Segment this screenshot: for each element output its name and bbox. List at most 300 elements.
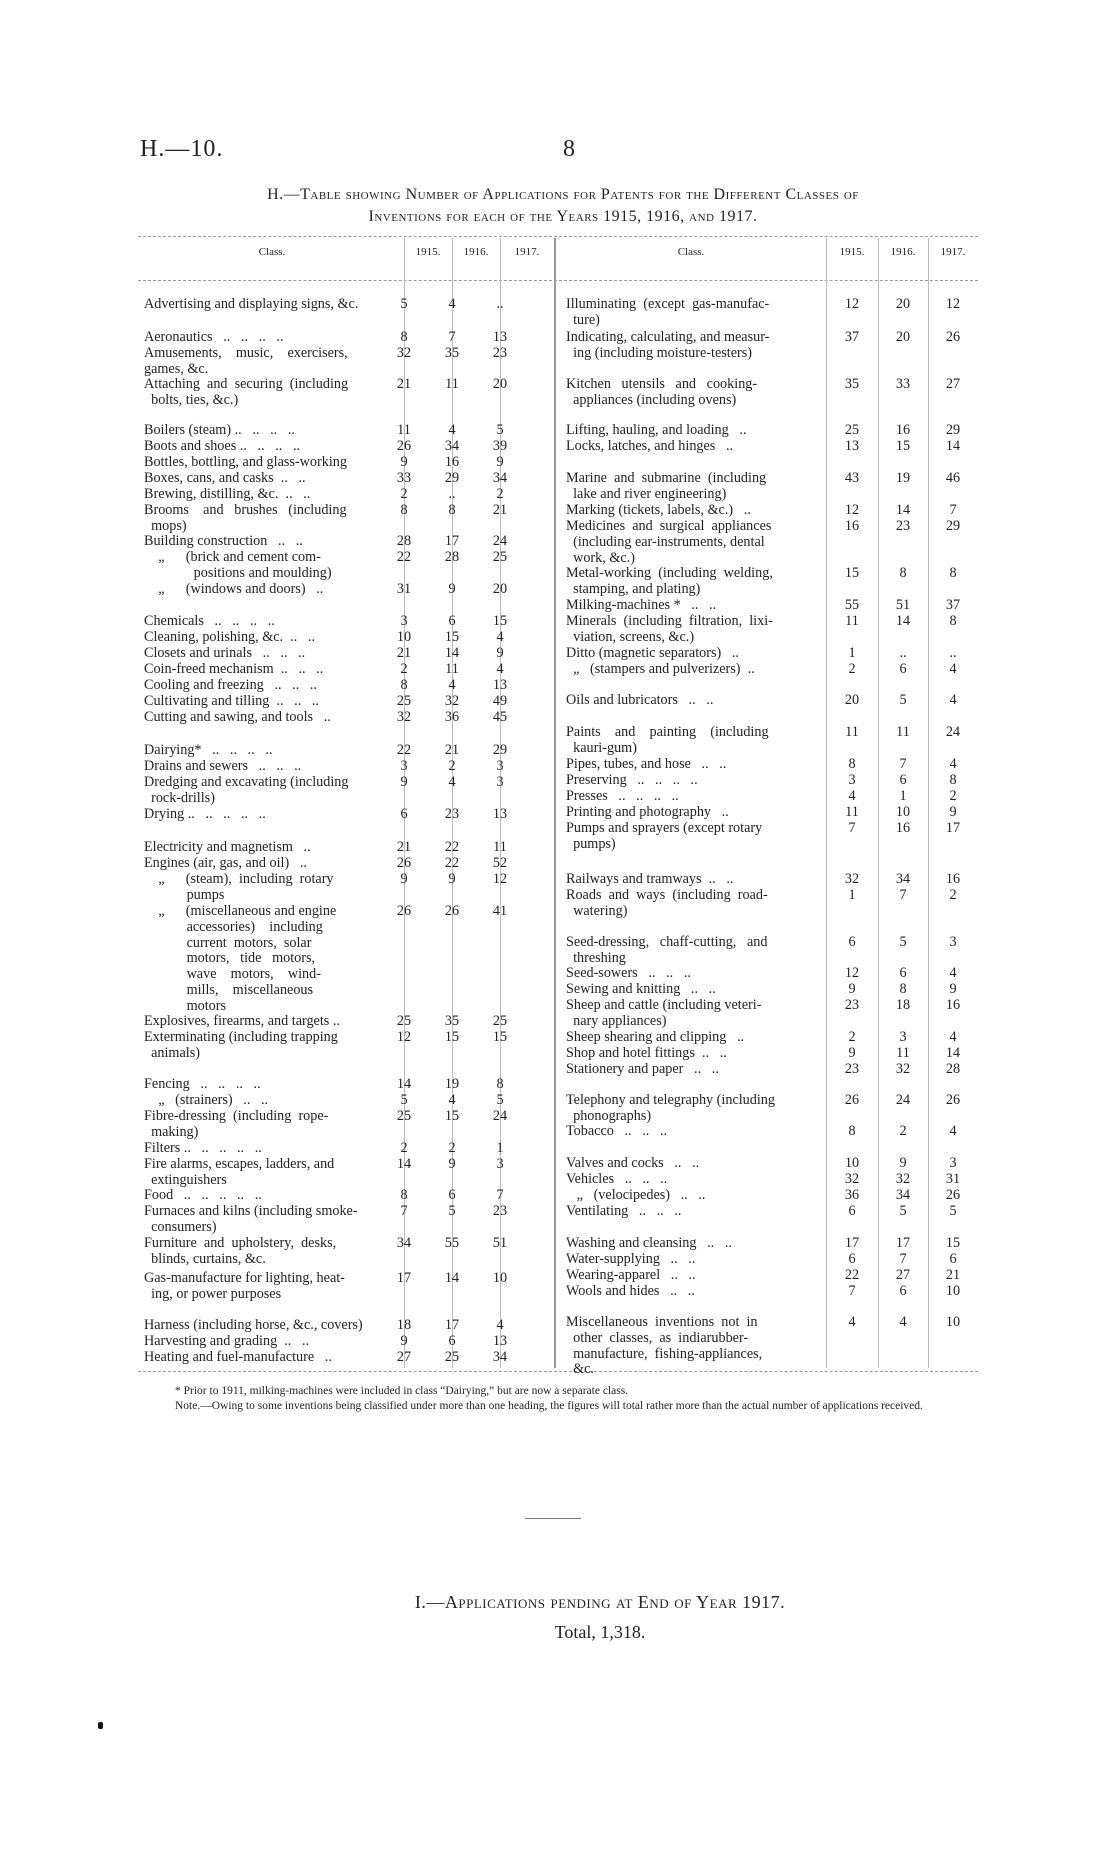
right-class-name: Locks, latches, and hinges .. — [566, 438, 734, 454]
left-value-1917: 2 — [496, 486, 504, 502]
left-value-1917: 13 — [492, 806, 508, 822]
right-class-name: Oils and lubricators .. .. — [566, 692, 714, 708]
right-class-name: Marking (tickets, labels, &c.) .. — [566, 502, 751, 518]
left-value-1916: 9 — [448, 1156, 456, 1172]
right-value-1917: 31 — [945, 1171, 961, 1187]
right-value-1916: 7 — [899, 887, 907, 903]
right-value-1915: 20 — [844, 692, 860, 708]
right-value-1915: 23 — [844, 997, 860, 1013]
left-value-1916: 36 — [444, 709, 460, 725]
footnote-note: Note.—Owing to some inventions being classified under more than one heading, the figures will total rather more than the actual number of applications received. — [175, 1400, 923, 1412]
left-value-1916: 9 — [448, 581, 456, 597]
right-class-name: Metal-working (including welding, — [566, 565, 773, 581]
left-value-1917: 39 — [492, 438, 508, 454]
left-value-1916: 25 — [444, 1349, 460, 1365]
right-value-1916: 19 — [895, 470, 911, 486]
col-header-1915-right: 1915. — [839, 246, 865, 258]
left-value-1917: 21 — [492, 502, 508, 518]
left-value-1915: 10 — [396, 629, 412, 645]
left-value-1917: 20 — [492, 581, 508, 597]
left-value-1916: 6 — [448, 613, 456, 629]
left-class-name: Cleaning, polishing, &c. .. .. — [144, 629, 316, 645]
left-value-1916: 34 — [444, 438, 460, 454]
right-value-1917: 4 — [949, 756, 957, 772]
left-class-name: Amusements, music, exercisers, — [144, 345, 348, 361]
right-value-1916: 17 — [895, 1235, 911, 1251]
left-class-name: accessories) including — [144, 918, 323, 935]
left-class-name: Coin-freed mechanism .. .. .. — [144, 661, 324, 677]
right-class-name: Medicines and surgical appliances — [566, 518, 772, 534]
left-value-1916: 4 — [448, 774, 456, 790]
right-value-1916: 4 — [899, 1314, 907, 1330]
right-value-1916: 9 — [899, 1155, 907, 1171]
left-value-1917: 15 — [492, 613, 508, 629]
left-value-1917: 23 — [492, 1203, 508, 1219]
left-value-1915: 12 — [396, 1029, 412, 1045]
left-class-name: rock-drills) — [144, 789, 215, 806]
left-value-1917: 12 — [492, 871, 508, 887]
right-value-1917: 8 — [949, 565, 957, 581]
right-value-1915: 9 — [848, 1045, 856, 1061]
right-value-1917: 26 — [945, 1092, 961, 1108]
left-class-name: Advertising and displaying signs, &c. — [144, 296, 359, 312]
right-class-name: Valves and cocks .. .. — [566, 1155, 700, 1171]
right-value-1915: 8 — [848, 756, 856, 772]
right-value-1915: 26 — [844, 1092, 860, 1108]
left-value-1917: 29 — [492, 742, 508, 758]
left-value-1915: 9 — [400, 774, 408, 790]
right-class-name: Printing and photography .. — [566, 804, 729, 820]
right-class-name: Roads and ways (including road- — [566, 887, 768, 903]
right-value-1916: 20 — [895, 296, 911, 312]
left-value-1917: 5 — [496, 1092, 504, 1108]
left-value-1915: 8 — [400, 329, 408, 345]
right-class-name: Miscellaneous inventions not in — [566, 1314, 758, 1330]
right-value-1916: 5 — [899, 934, 907, 950]
right-value-1917: 2 — [949, 788, 957, 804]
left-class-name: Dredging and excavating (including — [144, 774, 349, 790]
left-value-1915: 9 — [400, 454, 408, 470]
right-value-1917: 10 — [945, 1283, 961, 1299]
left-class-name: blinds, curtains, &c. — [144, 1250, 266, 1267]
right-value-1917: 26 — [945, 329, 961, 345]
right-class-name: work, &c.) — [566, 549, 635, 566]
right-class-name: Stationery and paper .. .. — [566, 1061, 719, 1077]
right-class-name: Sheep shearing and clipping .. — [566, 1029, 745, 1045]
left-value-1915: 25 — [396, 1108, 412, 1124]
left-class-name: animals) — [144, 1044, 200, 1061]
left-value-1916: 17 — [444, 1317, 460, 1333]
right-class-name: Ditto (magnetic separators) .. — [566, 645, 739, 661]
left-value-1916: 8 — [448, 502, 456, 518]
left-value-1916: 29 — [444, 470, 460, 486]
right-value-1915: 37 — [844, 329, 860, 345]
table-title-line-1: H.—Table showing Number of Applications for Patents for the Different Classes of — [267, 186, 859, 203]
left-class-name: Food .. .. .. .. .. — [144, 1187, 262, 1203]
left-value-1916: 9 — [448, 871, 456, 887]
right-value-1916: 8 — [899, 565, 907, 581]
left-class-name: motors, tide motors, — [144, 950, 316, 967]
right-value-1916: 2 — [899, 1123, 907, 1139]
right-value-1917: 3 — [949, 934, 957, 950]
left-value-1915: 27 — [396, 1349, 412, 1365]
right-value-1917: 10 — [945, 1314, 961, 1330]
right-value-1917: 26 — [945, 1187, 961, 1203]
left-value-1916: 11 — [445, 376, 459, 392]
left-class-name: Building construction .. .. — [144, 533, 303, 549]
left-value-1916: 26 — [444, 903, 460, 919]
left-class-name: „ (windows and doors) .. — [144, 581, 324, 597]
right-value-1916: .. — [899, 645, 907, 661]
right-value-1915: 43 — [844, 470, 860, 486]
left-value-1916: 4 — [448, 677, 456, 693]
right-class-name: ing (including moisture-testers) — [566, 344, 752, 361]
left-class-name: mills, miscellaneous — [144, 982, 314, 998]
left-class-name: Boilers (steam) .. .. .. .. — [144, 422, 295, 438]
left-class-name: Fire alarms, escapes, ladders, and — [144, 1156, 335, 1172]
right-value-1917: 24 — [945, 724, 961, 740]
left-value-1917: 25 — [492, 1013, 508, 1029]
left-value-1917: 9 — [496, 645, 504, 661]
right-value-1915: 9 — [848, 981, 856, 997]
left-class-name: Electricity and magnetism .. — [144, 839, 311, 855]
right-value-1916: 15 — [895, 438, 911, 454]
right-class-name: threshing — [566, 949, 626, 966]
right-class-name: „ (velocipedes) .. .. — [566, 1187, 706, 1203]
right-value-1915: 36 — [844, 1187, 860, 1203]
right-value-1915: 4 — [848, 788, 856, 804]
left-class-name: Exterminating (including trapping — [144, 1029, 338, 1045]
col-divider — [878, 238, 879, 1368]
left-value-1917: 1 — [496, 1140, 504, 1156]
left-class-name: wave motors, wind- — [144, 966, 321, 983]
right-value-1917: 12 — [945, 296, 961, 312]
right-value-1916: 8 — [899, 981, 907, 997]
left-value-1915: 9 — [400, 1333, 408, 1349]
right-value-1917: 46 — [945, 470, 961, 486]
right-class-name: Wearing-apparel .. .. — [566, 1267, 696, 1283]
left-value-1916: 4 — [448, 422, 456, 438]
right-value-1915: 7 — [848, 1283, 856, 1299]
right-value-1917: 3 — [949, 1155, 957, 1171]
left-value-1916: 5 — [448, 1203, 456, 1219]
right-class-name: Ventilating .. .. .. — [566, 1203, 682, 1219]
right-class-name: manufacture, fishing-appliances, — [566, 1345, 763, 1362]
right-value-1915: 3 — [848, 772, 856, 788]
right-value-1915: 4 — [848, 1314, 856, 1330]
col-header-class-left: Class. — [258, 246, 286, 258]
left-value-1915: 17 — [396, 1270, 412, 1286]
right-class-name: Railways and tramways .. .. — [566, 871, 734, 887]
right-value-1915: 32 — [844, 1171, 860, 1187]
right-value-1916: 11 — [896, 1045, 910, 1061]
pending-total: Total, 1,318. — [554, 1622, 646, 1642]
left-class-name: Cooling and freezing .. .. .. — [144, 677, 317, 693]
left-value-1915: 14 — [396, 1156, 412, 1172]
left-value-1915: 34 — [396, 1235, 412, 1251]
right-value-1916: 27 — [895, 1267, 911, 1283]
left-class-name: Dairying* .. .. .. .. — [144, 742, 273, 758]
left-class-name: extinguishers — [144, 1171, 227, 1188]
right-value-1917: 16 — [945, 871, 961, 887]
right-value-1917: 8 — [949, 772, 957, 788]
col-header-1915-left: 1915. — [415, 246, 441, 258]
right-class-name: stamping, and plating) — [566, 580, 701, 597]
left-value-1917: 34 — [492, 470, 508, 486]
left-value-1916: 22 — [444, 855, 460, 871]
right-value-1915: 2 — [848, 1029, 856, 1045]
left-value-1916: 28 — [444, 549, 460, 565]
right-value-1917: 16 — [945, 997, 961, 1013]
right-value-1916: 16 — [895, 820, 911, 836]
left-class-name: pumps — [144, 886, 225, 903]
left-class-name: Bottles, bottling, and glass-working — [144, 454, 347, 470]
col-header-1916-left: 1916. — [463, 246, 489, 258]
left-value-1916: 32 — [444, 693, 460, 709]
right-value-1917: 4 — [949, 1029, 957, 1045]
right-value-1917: 17 — [945, 820, 961, 836]
left-value-1916: 15 — [444, 629, 460, 645]
right-class-name: Pumps and sprayers (except rotary — [566, 820, 763, 836]
left-class-name: Harvesting and grading .. .. — [144, 1333, 310, 1349]
right-class-name: Water-supplying .. .. — [566, 1251, 696, 1267]
left-class-name: positions and moulding) — [144, 564, 332, 581]
left-value-1917: 8 — [496, 1076, 504, 1092]
left-value-1917: 3 — [496, 774, 504, 790]
right-value-1915: 6 — [848, 934, 856, 950]
right-value-1915: 1 — [848, 645, 856, 661]
left-value-1917: 52 — [492, 855, 508, 871]
left-class-name: Aeronautics .. .. .. .. — [144, 329, 284, 345]
right-value-1916: 6 — [899, 965, 907, 981]
right-value-1917: 4 — [949, 692, 957, 708]
left-value-1917: 25 — [492, 549, 508, 565]
right-value-1916: 34 — [895, 1187, 911, 1203]
right-value-1915: 1 — [848, 887, 856, 903]
right-value-1917: .. — [949, 645, 957, 661]
right-value-1916: 23 — [895, 518, 911, 534]
right-value-1917: 8 — [949, 613, 957, 629]
col-header-1917-left: 1917. — [514, 246, 540, 258]
right-value-1916: 14 — [895, 613, 911, 629]
right-value-1915: 2 — [848, 661, 856, 677]
right-value-1916: 6 — [899, 661, 907, 677]
left-class-name: Brooms and brushes (including — [144, 502, 347, 518]
left-class-name: Fencing .. .. .. .. — [144, 1076, 261, 1092]
left-value-1917: 10 — [492, 1270, 508, 1286]
left-class-name: „ (steam), including rotary — [144, 871, 334, 887]
right-class-name: Minerals (including filtration, lixi- — [566, 613, 773, 629]
right-value-1915: 13 — [844, 438, 860, 454]
right-value-1916: 7 — [899, 1251, 907, 1267]
right-class-name: Seed-dressing, chaff-cutting, and — [566, 934, 768, 950]
right-value-1917: 29 — [945, 518, 961, 534]
left-value-1916: .. — [448, 486, 456, 502]
left-class-name: current motors, solar — [144, 934, 312, 951]
table-top-rule — [138, 236, 978, 237]
left-value-1915: 32 — [396, 345, 412, 361]
left-value-1917: 5 — [496, 422, 504, 438]
left-class-name: Harness (including horse, &c., covers) — [144, 1317, 363, 1333]
table-header-rule — [138, 280, 978, 281]
left-value-1916: 2 — [448, 1140, 456, 1156]
right-value-1916: 11 — [896, 724, 910, 740]
right-class-name: Telephony and telegraphy (including — [566, 1092, 775, 1108]
right-value-1916: 5 — [899, 1203, 907, 1219]
right-value-1917: 4 — [949, 965, 957, 981]
left-class-name: Chemicals .. .. .. .. — [144, 613, 275, 629]
right-value-1917: 5 — [949, 1203, 957, 1219]
right-class-name: Wools and hides .. .. — [566, 1283, 695, 1299]
left-class-name: Furnaces and kilns (including smoke- — [144, 1203, 358, 1219]
left-value-1915: 8 — [400, 1187, 408, 1203]
left-value-1915: 26 — [396, 438, 412, 454]
page-code: H.—10. — [140, 136, 224, 162]
right-class-name: nary appliances) — [566, 1012, 667, 1029]
right-class-name: Kitchen utensils and cooking- — [566, 376, 758, 392]
section-divider — [525, 1518, 581, 1519]
pending-heading: I.—Applications pending at End of Year 1917. — [414, 1592, 786, 1612]
col-header-1916-right: 1916. — [890, 246, 916, 258]
left-value-1915: 3 — [400, 758, 408, 774]
right-value-1915: 6 — [848, 1203, 856, 1219]
right-class-name: &c. — [566, 1361, 594, 1378]
right-value-1917: 7 — [949, 502, 957, 518]
left-value-1915: 26 — [396, 903, 412, 919]
right-value-1917: 29 — [945, 422, 961, 438]
right-class-name: other classes, as indiarubber- — [566, 1329, 749, 1346]
right-value-1915: 22 — [844, 1267, 860, 1283]
right-class-name: Vehicles .. .. .. — [566, 1171, 668, 1187]
left-class-name: „ (brick and cement com- — [144, 549, 321, 565]
left-value-1917: 13 — [492, 677, 508, 693]
right-class-name: lake and river engineering) — [566, 485, 727, 502]
left-value-1915: 28 — [396, 533, 412, 549]
right-value-1916: 3 — [899, 1029, 907, 1045]
left-class-name: Fibre-dressing (including rope- — [144, 1108, 329, 1124]
right-value-1917: 37 — [945, 597, 961, 613]
left-value-1917: 7 — [496, 1187, 504, 1203]
right-value-1915: 11 — [845, 724, 859, 740]
right-value-1915: 55 — [844, 597, 860, 613]
left-value-1916: 15 — [444, 1029, 460, 1045]
left-value-1917: 41 — [492, 903, 508, 919]
left-class-name: Heating and fuel-manufacture .. — [144, 1349, 332, 1365]
right-value-1917: 9 — [949, 804, 957, 820]
left-value-1917: 24 — [492, 1108, 508, 1124]
right-class-name: Sheep and cattle (including veteri- — [566, 997, 762, 1013]
right-class-name: Presses .. .. .. .. — [566, 788, 679, 804]
left-value-1915: 14 — [396, 1076, 412, 1092]
right-value-1917: 2 — [949, 887, 957, 903]
left-value-1916: 35 — [444, 1013, 460, 1029]
col-header-1917-right: 1917. — [940, 246, 966, 258]
right-value-1915: 32 — [844, 871, 860, 887]
left-class-name: games, &c. — [144, 360, 209, 377]
left-value-1916: 23 — [444, 806, 460, 822]
right-value-1917: 14 — [945, 438, 961, 454]
left-class-name: „ (miscellaneous and engine — [144, 903, 337, 919]
right-value-1916: 10 — [895, 804, 911, 820]
left-class-name: bolts, ties, &c.) — [144, 391, 239, 408]
right-value-1917: 27 — [945, 376, 961, 392]
right-value-1915: 10 — [844, 1155, 860, 1171]
left-value-1915: 7 — [400, 1203, 408, 1219]
right-value-1916: 51 — [895, 597, 911, 613]
right-value-1915: 35 — [844, 376, 860, 392]
left-value-1916: 21 — [444, 742, 460, 758]
right-value-1917: 21 — [945, 1267, 961, 1283]
left-value-1915: 21 — [396, 839, 412, 855]
left-value-1917: 4 — [496, 1317, 504, 1333]
right-value-1916: 18 — [895, 997, 911, 1013]
left-value-1915: 8 — [400, 502, 408, 518]
left-value-1915: 5 — [400, 1092, 408, 1108]
left-value-1916: 55 — [444, 1235, 460, 1251]
right-value-1915: 8 — [848, 1123, 856, 1139]
table-title-line-2: Inventions for each of the Years 1915, 1916, and 1917. — [368, 208, 758, 225]
left-value-1915: 8 — [400, 677, 408, 693]
left-class-name: motors — [144, 997, 226, 1014]
left-class-name: Cutting and sawing, and tools .. — [144, 709, 331, 725]
right-value-1916: 32 — [895, 1061, 911, 1077]
left-value-1915: 2 — [400, 486, 408, 502]
right-class-name: Lifting, hauling, and loading .. — [566, 422, 747, 438]
right-value-1915: 11 — [845, 804, 859, 820]
left-class-name: Gas-manufacture for lighting, heat- — [144, 1270, 345, 1286]
left-value-1915: 26 — [396, 855, 412, 871]
right-value-1915: 11 — [845, 613, 859, 629]
left-value-1915: 22 — [396, 549, 412, 565]
right-value-1917: 4 — [949, 661, 957, 677]
right-value-1915: 7 — [848, 820, 856, 836]
left-value-1916: 4 — [448, 296, 456, 312]
right-value-1916: 33 — [895, 376, 911, 392]
left-class-name: Explosives, firearms, and targets .. — [144, 1013, 340, 1029]
left-value-1915: 2 — [400, 1140, 408, 1156]
right-class-name: Washing and cleansing .. .. — [566, 1235, 732, 1251]
left-value-1915: 11 — [397, 422, 411, 438]
right-value-1915: 12 — [844, 296, 860, 312]
left-value-1915: 5 — [400, 296, 408, 312]
left-value-1917: 45 — [492, 709, 508, 725]
right-value-1915: 17 — [844, 1235, 860, 1251]
col-divider — [826, 238, 827, 1368]
left-class-name: Engines (air, gas, and oil) .. — [144, 855, 307, 871]
right-class-name: ture) — [566, 311, 600, 328]
left-class-name: ing, or power purposes — [144, 1285, 282, 1302]
page-number: 8 — [563, 136, 575, 162]
left-class-name: Cultivating and tilling .. .. .. — [144, 693, 319, 709]
col-header-class-right: Class. — [677, 246, 705, 258]
right-value-1916: 14 — [895, 502, 911, 518]
left-value-1916: 2 — [448, 758, 456, 774]
right-value-1917: 14 — [945, 1045, 961, 1061]
left-value-1916: 35 — [444, 345, 460, 361]
left-value-1915: 18 — [396, 1317, 412, 1333]
left-value-1916: 19 — [444, 1076, 460, 1092]
left-value-1916: 7 — [448, 329, 456, 345]
right-class-name: kauri-gum) — [566, 739, 637, 756]
right-value-1917: 15 — [945, 1235, 961, 1251]
left-value-1915: 22 — [396, 742, 412, 758]
left-class-name: Boxes, cans, and casks .. .. — [144, 470, 306, 486]
right-value-1915: 12 — [844, 965, 860, 981]
left-class-name: Closets and urinals .. .. .. — [144, 645, 306, 661]
left-value-1915: 25 — [396, 693, 412, 709]
left-class-name: Drains and sewers .. .. .. — [144, 758, 302, 774]
right-class-name: Indicating, calculating, and measur- — [566, 329, 770, 345]
